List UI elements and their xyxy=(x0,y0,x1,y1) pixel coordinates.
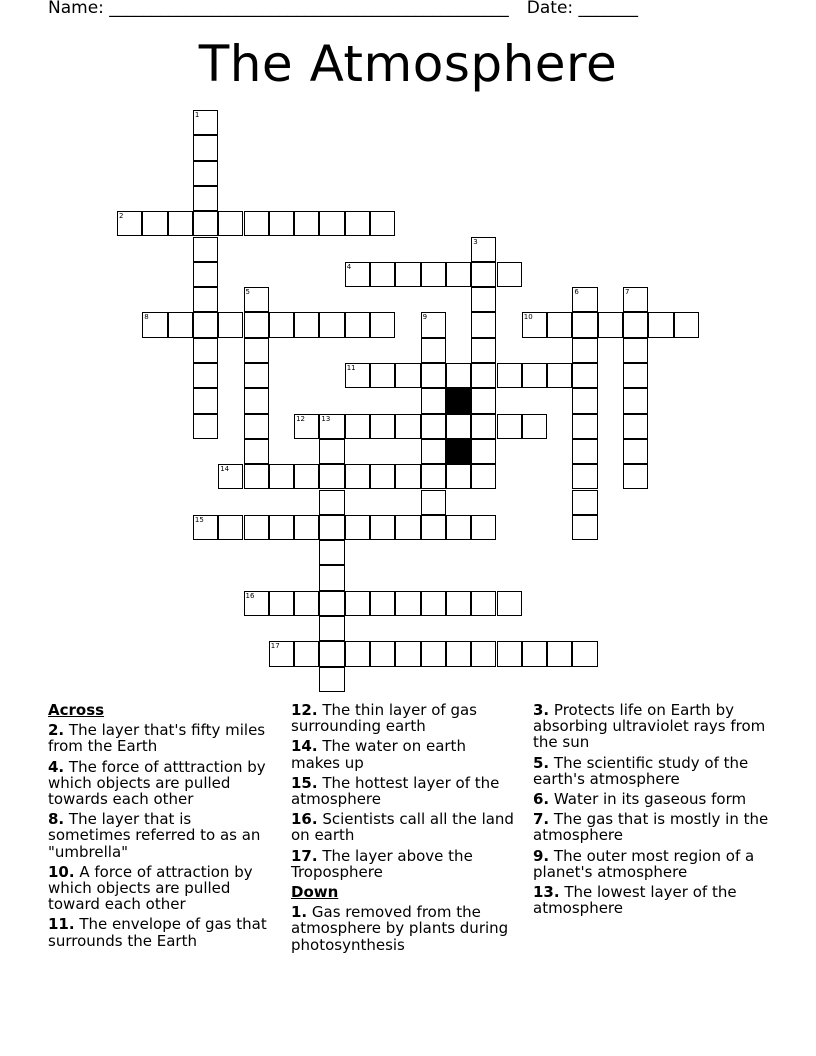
grid-cell[interactable] xyxy=(218,312,243,337)
grid-cell[interactable] xyxy=(370,515,395,540)
clue-number: 14 xyxy=(220,465,230,474)
grid-cell[interactable] xyxy=(547,312,572,337)
grid-cell[interactable] xyxy=(446,363,471,388)
grid-cell[interactable] xyxy=(193,312,218,337)
clue-item-number: 11. xyxy=(48,915,75,934)
grid-cell[interactable] xyxy=(395,414,420,439)
clue-number: 1 xyxy=(194,111,200,119)
grid-cell[interactable] xyxy=(648,312,673,337)
clue-item xyxy=(533,702,771,751)
grid-cell[interactable] xyxy=(319,667,344,692)
clue-item-number: 16. xyxy=(291,810,318,829)
grid-cell[interactable] xyxy=(193,262,218,287)
clue-item-text: Gas removed from the atmosphere by plants during photosynthesis xyxy=(291,903,509,954)
grid-cell[interactable] xyxy=(497,641,522,666)
grid-cell[interactable] xyxy=(623,287,648,312)
clue-item-number: 14. xyxy=(291,737,318,756)
grid-cell[interactable] xyxy=(294,414,319,439)
grid-cell[interactable] xyxy=(370,211,395,236)
grid-cell[interactable] xyxy=(471,641,496,666)
grid-cell[interactable] xyxy=(572,388,597,413)
grid-cell[interactable] xyxy=(522,312,547,337)
grid-cell[interactable] xyxy=(674,312,699,337)
clue-item xyxy=(533,811,771,843)
grid-cell[interactable] xyxy=(193,135,218,160)
grid-cell[interactable] xyxy=(269,211,294,236)
clue-item-number: 7. xyxy=(533,810,550,829)
grid-cell[interactable] xyxy=(471,591,496,616)
grid-cell[interactable] xyxy=(193,515,218,540)
clue-item xyxy=(291,904,516,953)
clues-column-1 xyxy=(48,702,273,953)
clue-number: 10 xyxy=(523,313,533,322)
grid-cell[interactable] xyxy=(446,515,471,540)
grid-cell[interactable] xyxy=(269,591,294,616)
grid-cell[interactable] xyxy=(421,312,446,337)
grid-cell[interactable] xyxy=(623,439,648,464)
grid-cell[interactable] xyxy=(319,439,344,464)
grid-cell[interactable] xyxy=(522,641,547,666)
grid-cell[interactable] xyxy=(244,388,269,413)
grid-cell[interactable] xyxy=(623,414,648,439)
grid-cell[interactable] xyxy=(421,388,446,413)
clue-item-number: 15. xyxy=(291,773,318,792)
grid-cell[interactable] xyxy=(345,515,370,540)
grid-cell[interactable] xyxy=(345,591,370,616)
grid-cell[interactable] xyxy=(421,414,446,439)
grid-cell[interactable] xyxy=(193,338,218,363)
grid-cell[interactable] xyxy=(319,591,344,616)
grid-cell[interactable] xyxy=(294,515,319,540)
black-cell xyxy=(446,439,471,464)
grid-cell[interactable] xyxy=(471,338,496,363)
grid-cell[interactable] xyxy=(244,439,269,464)
grid-cell[interactable] xyxy=(370,363,395,388)
grid-cell[interactable] xyxy=(218,211,243,236)
grid-cell[interactable] xyxy=(294,464,319,489)
grid-cell[interactable] xyxy=(572,515,597,540)
grid-cell[interactable] xyxy=(522,363,547,388)
clue-item xyxy=(291,738,516,770)
clue-item-number: 6. xyxy=(533,790,550,809)
clue-item-text: The water on earth makes up xyxy=(291,737,466,772)
clue-number: 11 xyxy=(346,364,356,372)
clue-item-number: 1. xyxy=(291,903,308,922)
clue-item-text: The layer that is sometimes referred to as an "umbrella" xyxy=(48,810,261,861)
clue-item-text: The layer above the Troposphere xyxy=(291,846,473,881)
date-field-label: Date: _______ xyxy=(526,0,639,18)
clue-item-text: The gas that is mostly in the atmosphere xyxy=(533,810,769,845)
grid-cell[interactable] xyxy=(572,490,597,515)
grid-cell[interactable] xyxy=(294,312,319,337)
grid-cell[interactable] xyxy=(446,464,471,489)
black-cell xyxy=(446,388,471,413)
grid-cell[interactable] xyxy=(345,262,370,287)
grid-cell[interactable] xyxy=(244,363,269,388)
clue-item-number: 3. xyxy=(533,701,550,719)
grid-cell[interactable] xyxy=(193,363,218,388)
grid-cell[interactable] xyxy=(319,641,344,666)
grid-cell[interactable] xyxy=(319,616,344,641)
clue-number: 12 xyxy=(296,414,306,423)
clue-number: 15 xyxy=(194,515,204,524)
grid-cell[interactable] xyxy=(218,515,243,540)
grid-cell[interactable] xyxy=(471,388,496,413)
grid-cell[interactable] xyxy=(623,338,648,363)
grid-cell[interactable] xyxy=(294,211,319,236)
clue-item-text: The lowest layer of the atmosphere xyxy=(533,883,737,918)
grid-cell[interactable] xyxy=(193,414,218,439)
clue-item-text: The force of atttraction by which objects are pulled towards each other xyxy=(48,757,266,809)
grid-cell[interactable] xyxy=(345,464,370,489)
grid-cell[interactable] xyxy=(471,515,496,540)
grid-cell[interactable] xyxy=(471,414,496,439)
grid-cell[interactable] xyxy=(421,490,446,515)
grid-cell[interactable] xyxy=(421,363,446,388)
grid-cell[interactable] xyxy=(193,110,218,135)
clue-item-number: 13. xyxy=(533,883,560,902)
clue-item xyxy=(533,791,771,807)
grid-cell[interactable] xyxy=(471,439,496,464)
grid-cell[interactable] xyxy=(244,464,269,489)
clue-number: 6 xyxy=(574,288,579,297)
grid-cell[interactable] xyxy=(370,262,395,287)
clue-item xyxy=(48,811,273,860)
grid-cell[interactable] xyxy=(218,464,243,489)
clue-item-number: 12. xyxy=(291,701,318,719)
grid-cell[interactable] xyxy=(572,287,597,312)
grid-cell[interactable] xyxy=(319,464,344,489)
clue-item-text: The scientific study of the earth's atmosphere xyxy=(533,753,749,788)
grid-cell[interactable] xyxy=(370,591,395,616)
clue-item-text: The outer most region of a planet's atmosphere xyxy=(533,846,755,881)
grid-cell[interactable] xyxy=(244,312,269,337)
clue-item xyxy=(533,755,771,787)
grid-cell[interactable] xyxy=(395,363,420,388)
grid-cell[interactable] xyxy=(572,338,597,363)
grid-cell[interactable] xyxy=(471,237,496,262)
grid-cell[interactable] xyxy=(244,287,269,312)
down-heading: Down xyxy=(291,883,339,902)
grid-cell[interactable] xyxy=(446,262,471,287)
clue-item xyxy=(533,848,771,880)
grid-cell[interactable] xyxy=(345,363,370,388)
clue-item-number: 4. xyxy=(48,757,65,776)
grid-cell[interactable] xyxy=(193,388,218,413)
clue-item xyxy=(291,811,516,843)
clue-item-text: The hottest layer of the atmosphere xyxy=(291,773,500,809)
grid-cell[interactable] xyxy=(623,464,648,489)
grid-cell[interactable] xyxy=(294,641,319,666)
grid-cell[interactable] xyxy=(497,591,522,616)
clue-item-number: 17. xyxy=(291,846,318,865)
grid-cell[interactable] xyxy=(269,641,294,666)
grid-cell[interactable] xyxy=(319,490,344,515)
grid-cell[interactable] xyxy=(345,211,370,236)
grid-cell[interactable] xyxy=(395,464,420,489)
grid-cell[interactable] xyxy=(370,312,395,337)
grid-cell[interactable] xyxy=(421,439,446,464)
grid-cell[interactable] xyxy=(319,211,344,236)
grid-cell[interactable] xyxy=(497,414,522,439)
name-field-label: Name: _______________________________________________ xyxy=(48,0,509,18)
clue-item-text: The envelope of gas that surrounds the Earth xyxy=(48,915,267,950)
grid-cell[interactable] xyxy=(269,464,294,489)
grid-cell[interactable] xyxy=(244,338,269,363)
grid-cell[interactable] xyxy=(471,262,496,287)
grid-cell[interactable] xyxy=(193,287,218,312)
clue-item-text: The layer that's fifty miles from the Earth xyxy=(48,721,266,756)
grid-cell[interactable] xyxy=(370,641,395,666)
clue-item xyxy=(48,864,273,913)
grid-cell[interactable] xyxy=(572,439,597,464)
clue-number: 9 xyxy=(422,313,428,322)
grid-cell[interactable] xyxy=(623,388,648,413)
grid-cell[interactable] xyxy=(572,363,597,388)
grid-cell[interactable] xyxy=(244,414,269,439)
grid-cell[interactable] xyxy=(471,312,496,337)
grid-cell[interactable] xyxy=(319,565,344,590)
clue-item-number: 8. xyxy=(48,810,65,829)
grid-cell[interactable] xyxy=(370,464,395,489)
clue-item-text: A force of attraction by which objects are pulled toward each other xyxy=(48,862,253,914)
grid-cell[interactable] xyxy=(572,641,597,666)
grid-cell[interactable] xyxy=(623,312,648,337)
clue-number: 4 xyxy=(346,262,352,271)
grid-cell[interactable] xyxy=(547,363,572,388)
grid-cell[interactable] xyxy=(319,414,344,439)
grid-cell[interactable] xyxy=(395,591,420,616)
grid-cell[interactable] xyxy=(269,515,294,540)
grid-cell[interactable] xyxy=(421,262,446,287)
grid-cell[interactable] xyxy=(572,414,597,439)
clue-item-number: 2. xyxy=(48,721,65,740)
grid-cell[interactable] xyxy=(117,211,142,236)
grid-cell[interactable] xyxy=(395,641,420,666)
clue-number: 5 xyxy=(245,288,250,297)
clue-item-text: Water in its gaseous form xyxy=(549,790,747,809)
grid-cell[interactable] xyxy=(244,515,269,540)
across-heading: Across xyxy=(48,701,105,719)
clue-item xyxy=(533,884,771,916)
clue-item xyxy=(48,759,273,808)
grid-cell[interactable] xyxy=(193,186,218,211)
clue-item xyxy=(48,722,273,754)
grid-cell[interactable] xyxy=(193,237,218,262)
grid-cell[interactable] xyxy=(572,464,597,489)
grid-cell[interactable] xyxy=(446,414,471,439)
clue-number: 8 xyxy=(144,313,149,322)
clue-item-number: 9. xyxy=(533,846,550,865)
clue-item xyxy=(48,916,273,948)
grid-cell[interactable] xyxy=(319,312,344,337)
clue-item-number: 5. xyxy=(533,753,550,772)
grid-cell[interactable] xyxy=(471,287,496,312)
clue-item-text: The thin layer of gas surrounding earth xyxy=(291,701,477,736)
grid-cell[interactable] xyxy=(294,591,319,616)
grid-cell[interactable] xyxy=(168,211,193,236)
grid-cell[interactable] xyxy=(244,211,269,236)
clue-number: 17 xyxy=(270,642,280,651)
clue-number: 2 xyxy=(119,212,124,221)
grid-cell[interactable] xyxy=(142,312,167,337)
grid-cell[interactable] xyxy=(193,211,218,236)
clue-number: 13 xyxy=(321,414,331,423)
grid-cell[interactable] xyxy=(142,211,167,236)
grid-cell[interactable] xyxy=(446,591,471,616)
clue-item-text: Protects life on Earth by absorbing ultraviolet rays from the sun xyxy=(533,701,766,752)
grid-cell[interactable] xyxy=(345,641,370,666)
page-title: The Atmosphere xyxy=(198,35,618,93)
grid-cell[interactable] xyxy=(395,262,420,287)
grid-cell[interactable] xyxy=(598,312,623,337)
clue-item xyxy=(291,848,516,880)
clues-column-3 xyxy=(533,702,771,920)
clue-item xyxy=(291,775,516,807)
grid-cell[interactable] xyxy=(421,641,446,666)
grid-cell[interactable] xyxy=(269,312,294,337)
grid-cell[interactable] xyxy=(319,540,344,565)
grid-cell[interactable] xyxy=(370,414,395,439)
grid-cell[interactable] xyxy=(522,414,547,439)
grid-cell[interactable] xyxy=(421,515,446,540)
grid-cell[interactable] xyxy=(244,591,269,616)
clue-item-text: Scientists call all the land on earth xyxy=(291,810,514,845)
clue-item xyxy=(291,702,516,734)
grid-cell[interactable] xyxy=(319,515,344,540)
grid-cell[interactable] xyxy=(446,641,471,666)
clue-item-number: 10. xyxy=(48,862,75,881)
grid-cell[interactable] xyxy=(345,414,370,439)
grid-cell[interactable] xyxy=(471,464,496,489)
grid-cell[interactable] xyxy=(193,161,218,186)
grid-cell[interactable] xyxy=(497,363,522,388)
clues-column-2 xyxy=(291,702,516,957)
grid-cell[interactable] xyxy=(345,312,370,337)
grid-cell[interactable] xyxy=(421,591,446,616)
grid-cell[interactable] xyxy=(421,338,446,363)
grid-cell[interactable] xyxy=(572,312,597,337)
grid-cell[interactable] xyxy=(168,312,193,337)
clue-number: 7 xyxy=(625,288,630,297)
clue-number: 3 xyxy=(473,237,478,246)
grid-cell[interactable] xyxy=(623,363,648,388)
grid-cell[interactable] xyxy=(497,262,522,287)
grid-cell[interactable] xyxy=(547,641,572,666)
grid-cell[interactable] xyxy=(471,363,496,388)
grid-cell[interactable] xyxy=(421,464,446,489)
grid-cell[interactable] xyxy=(395,515,420,540)
clue-number: 16 xyxy=(245,591,255,600)
